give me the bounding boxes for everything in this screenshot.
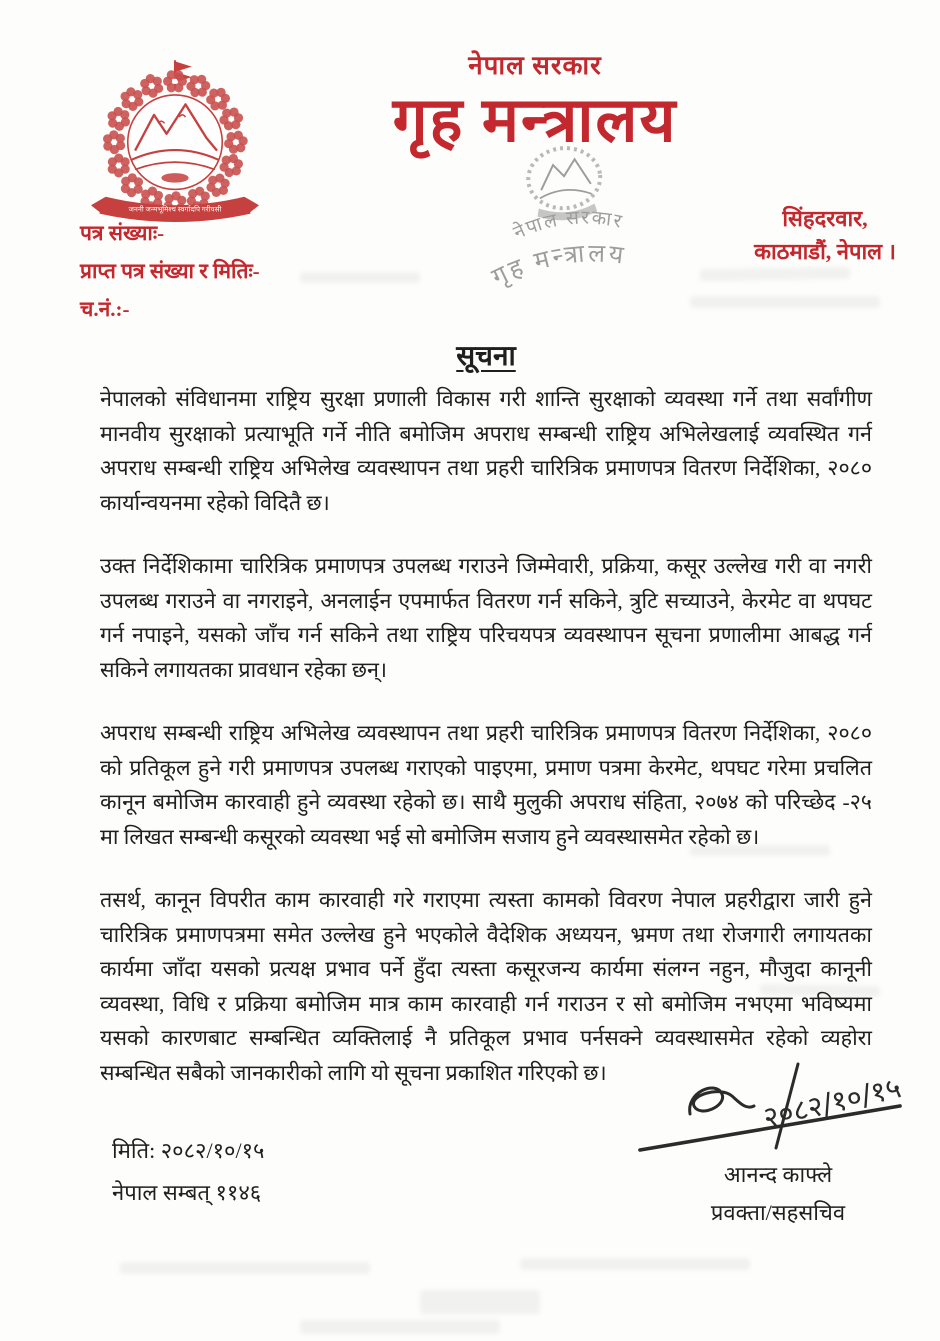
reference-block <box>80 214 260 328</box>
stamp-line1: नेपाल सरकार <box>510 207 626 245</box>
bleedthrough-smudge <box>120 1262 370 1274</box>
bleedthrough-smudge <box>420 1290 540 1314</box>
bleedthrough-smudge <box>300 272 420 283</box>
bleedthrough-smudge <box>690 296 880 308</box>
signature-icon <box>628 1062 928 1158</box>
notice-title: सूचना <box>456 341 516 372</box>
bleedthrough-smudge <box>300 1320 500 1334</box>
letterhead <box>320 46 750 154</box>
address-line1: सिंहदरवार, <box>782 206 868 231</box>
office-address <box>720 202 930 268</box>
emblem-motto: जननी जन्मभूमिश्च स्वर्गादपि गरीयसी <box>128 205 222 214</box>
svg-text:नेपाल सरकार <box>509 203 627 244</box>
paragraph-4: तसर्थ, कानून विपरीत काम कारवाही गरे गराएमा त्यस्ता कामको विवरण नेपाल प्रहरीद्वारा जारी हुने चारित्रिक प्रमाणपत्रमा समेत उल्लेख हुने भएकोले वैदेशिक अध्ययन, भ्रमण तथा रोजगारी लगायतका कार्यमा जाँदा यसको प्रत्यक्ष प्रभाव पर्ने हुँदा त्यस्ता कसूरजन्य कार्यमा संलग्न नहुन, मौजुदा कानूनी व्यवस्था, विधि र प्रक्रिया बमोजिम मात्र काम कारवाही गर्न गराउन र सो बमोजिम नभएमा भविष्यमा यसको कारणबाट सम्बन्धित व्यक्तिलाई नै प्रतिकूल प्रभाव पर्नसक्ने व्यवस्थासमेत रहेको व्यहोरा सम्बन्धित सबैको जानकारीको लागि यो सूचना प्रकाशित गरिएको छ। <box>100 888 872 1085</box>
signatory-title: प्रवक्ता/सहसचिव <box>710 1200 846 1225</box>
letter-number-label: पत्र संख्याः- <box>80 221 165 245</box>
ministry-name: गृह मन्त्रालय <box>392 87 678 155</box>
handwritten-date: २०८२/१०/१५ <box>759 1070 905 1135</box>
paragraph-3: अपराध सम्बन्धी राष्ट्रिय अभिलेख व्यवस्थापन तथा प्रहरी चारित्रिक प्रमाणपत्र वितरण निर्देशिका, २०८० को प्रतिकूल हुने गरी प्रमाणपत्र उपलब्ध गराएको पाइएमा, प्रमाण पत्रमा केरमेट, थपघट गरेमा प्रचलित कानून बमोजिम कारवाही हुने व्यवस्था रहेको छ। साथै मुलुकी अपराध संहिता, २०७४ को परिच्छेद -२५ मा लिखत सम्बन्धी कसूरको व्यवस्था भई सो बमोजिम सजाय हुने व्यवस्थासमेत रहेको छ। <box>100 721 872 849</box>
stamp-line2: गृह मन्त्रालय <box>487 240 628 292</box>
date-block <box>112 1130 264 1214</box>
bleedthrough-smudge <box>700 267 850 282</box>
signatory-name: आनन्द काफ्ले <box>723 1162 833 1187</box>
address-line2: काठमाडौं, नेपाल । <box>754 239 896 264</box>
government-name: नेपाल सरकार <box>468 51 602 80</box>
ministry-stamp-icon <box>442 134 695 309</box>
nepal-sambat-date: नेपाल सम्बत् ११४६ <box>112 1180 262 1205</box>
notice-body <box>100 382 872 1119</box>
notice-date: मिति: २०८२/१०/१५ <box>112 1138 265 1163</box>
signature-block <box>628 1062 928 1228</box>
dispatch-number-label: च.नं.:- <box>80 297 130 321</box>
paragraph-1: नेपालको संविधानमा राष्ट्रिय सुरक्षा प्रणाली विकास गरी शान्ति सुरक्षाको व्यवस्था गर्ने तथा सर्वांगीण मानवीय सुरक्षाको प्रत्याभूति गर्ने नीति बमोजिम अपराध सम्बन्धी राष्ट्रिय अभिलेखलाई व्यवस्थित गर्न अपराध सम्बन्धी राष्ट्रिय अभिलेख व्यवस्थापन तथा प्रहरी चारित्रिक प्रमाणपत्र वितरण निर्देशिका, २०८० कार्यान्वयनमा रहेको विदितै छ। <box>100 387 872 515</box>
bleedthrough-smudge <box>520 1258 750 1270</box>
paragraph-2: उक्त निर्देशिकामा चारित्रिक प्रमाणपत्र उपलब्ध गराउने जिम्मेवारी, प्रक्रिया, कसूर उल्लेख गरी वा नगरी उपलब्ध गराउने वा नगराइने, अनलाईन एपमार्फत वितरण गर्न सकिने, त्रुटि सच्याउने, केरमेट वा थपघट गर्न नपाइने, यसको जाँच गर्न सकिने तथा राष्ट्रिय परिचयपत्र व्यवस्थापन सूचना प्रणालीमा आबद्ध गर्न सकिने लगायतका प्रावधान रहेका छन्। <box>100 554 872 682</box>
received-letter-label: प्राप्त पत्र संख्या र मितिः- <box>80 259 260 283</box>
svg-text:गृह मन्त्रालय <box>486 237 631 293</box>
